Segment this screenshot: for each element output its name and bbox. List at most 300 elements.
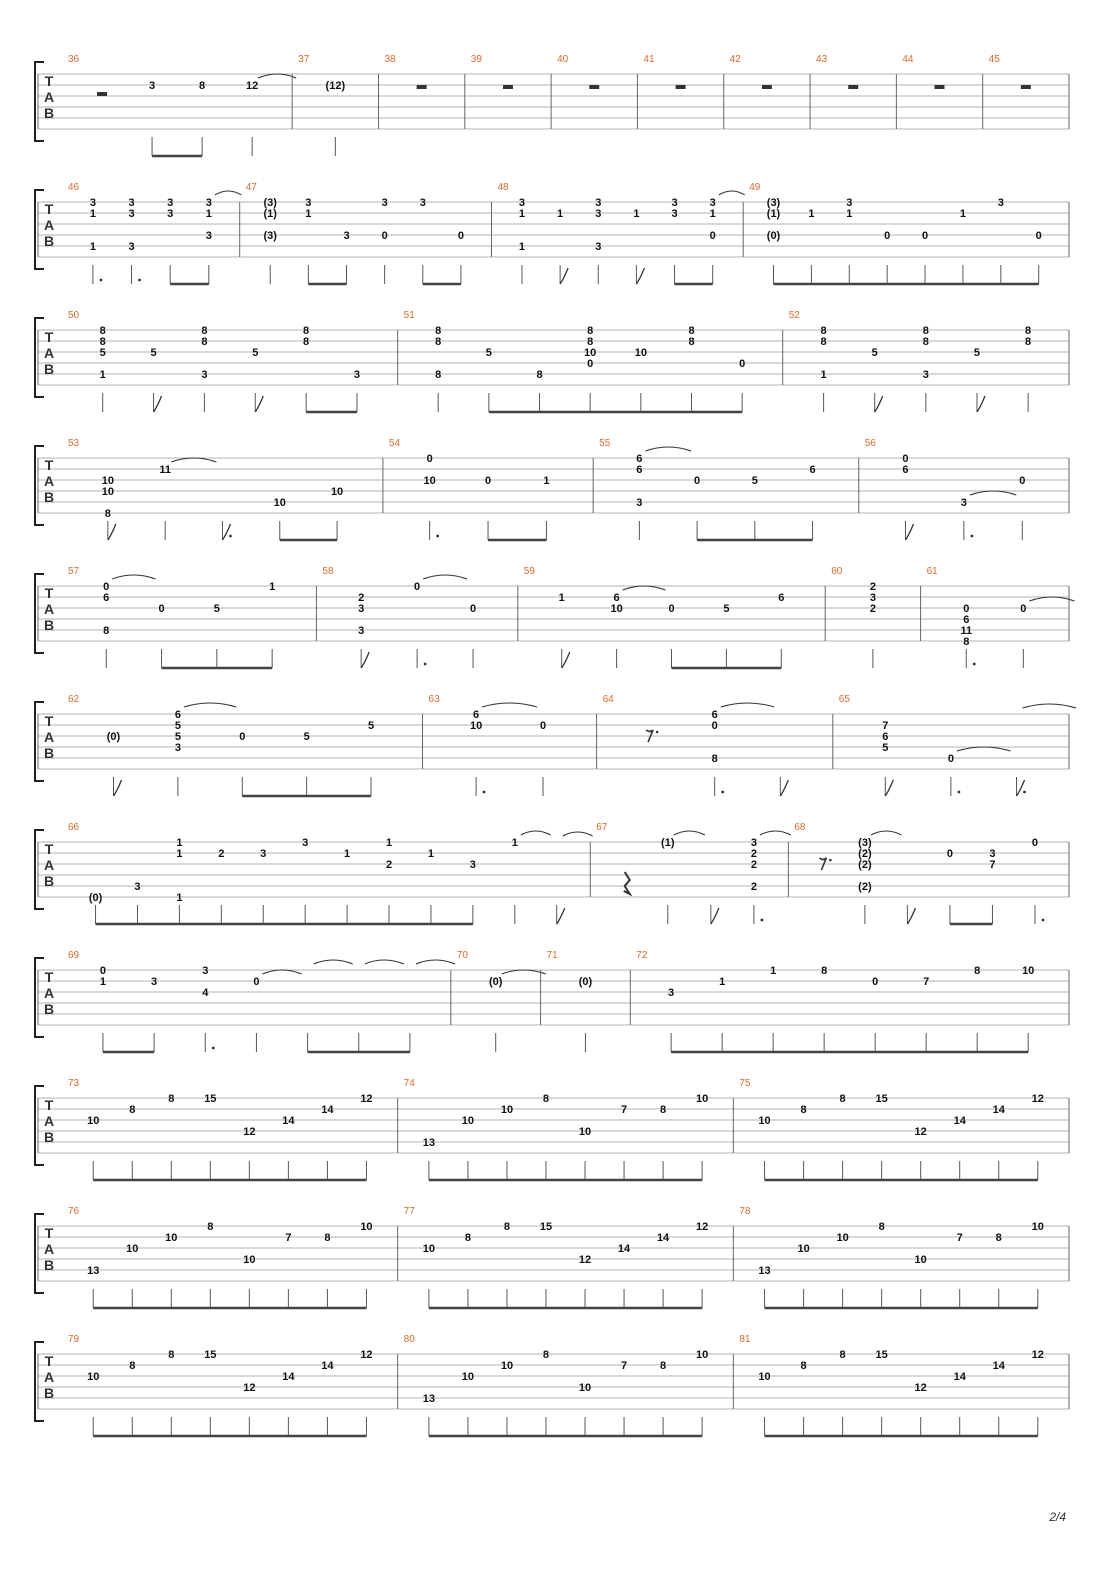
fret-number: 0 [963, 603, 970, 615]
beat [710, 191, 745, 284]
fret-number: 1 [89, 208, 96, 220]
fret-number: 6 [963, 614, 970, 626]
fret-number: 0 [253, 976, 260, 988]
beat [668, 987, 674, 1052]
measure-number: 52 [788, 310, 800, 321]
measure-number: 68 [794, 822, 806, 833]
beat [954, 1371, 967, 1436]
tab-clef-letter: T [44, 73, 54, 89]
fret-number: 10 [758, 1115, 771, 1127]
measure-number: 59 [523, 566, 535, 577]
tab-clef-letter: A [43, 345, 55, 361]
tab-clef-letter: B [43, 489, 55, 505]
fret-number: 8 [503, 1221, 511, 1233]
fret-number: 3 [353, 369, 361, 381]
fret-number: (2) [858, 859, 872, 871]
fret-number: 6 [103, 592, 110, 604]
beat [821, 965, 827, 1052]
tab-system [35, 182, 1069, 284]
tab-clef-letter: T [44, 1225, 54, 1241]
fret-number: 3 [419, 197, 426, 209]
measure-number: 42 [729, 54, 741, 65]
measure-number: 41 [643, 54, 655, 65]
fret-number: 10 [610, 603, 623, 615]
fret-number: 15 [204, 1093, 217, 1105]
fret-number: 2 [358, 592, 365, 604]
fret-number: 14 [953, 1115, 966, 1127]
fret-number: (3) [263, 197, 277, 209]
tab-clef-letter: T [44, 585, 54, 601]
fret-number: 0 [158, 603, 165, 615]
dot-mark [138, 279, 141, 282]
fret-number: 0 [1019, 475, 1026, 487]
fret-number: 3 [922, 369, 929, 381]
beat [128, 197, 140, 284]
note-flag [255, 396, 263, 412]
beat [696, 1221, 708, 1308]
beat [1032, 1093, 1044, 1180]
beat [470, 859, 476, 924]
fret-number: 3 [128, 197, 135, 209]
note-flag [780, 780, 788, 796]
dot-mark [721, 791, 724, 794]
fret-number: 14 [992, 1104, 1005, 1116]
fret-number: 10 [1031, 1221, 1044, 1233]
beat [876, 1349, 888, 1436]
tie-arc [215, 191, 242, 195]
dot-mark [656, 731, 659, 734]
fret-number: 8 [435, 336, 442, 348]
beat [102, 475, 116, 540]
tab-clef-letter: A [43, 1113, 55, 1129]
fret-number: 3 [709, 197, 716, 209]
fret-number: 0 [469, 603, 477, 615]
rest-symbol [762, 85, 772, 89]
beat [902, 453, 913, 540]
beat [87, 1265, 99, 1308]
rest-symbol [1021, 85, 1031, 89]
beat [222, 521, 231, 540]
fret-number: 6 [778, 592, 785, 604]
note-flag [977, 396, 985, 412]
fret-number: 7 [923, 976, 930, 988]
fret-number: 0 [902, 453, 909, 465]
fret-number: 10 [423, 475, 436, 487]
beat [557, 832, 593, 924]
dot-mark [229, 535, 232, 538]
fret-number: 0 [947, 753, 954, 765]
beat [767, 197, 781, 284]
beat [974, 347, 985, 412]
beat [907, 905, 915, 924]
fret-number: 11 [159, 464, 171, 476]
fret-number: 5 [973, 347, 981, 359]
fret-number: 14 [656, 1232, 670, 1244]
fret-number: 8 [103, 625, 110, 637]
beat [694, 475, 700, 540]
measure-number: 67 [596, 822, 608, 833]
beat [696, 1093, 708, 1180]
beat [424, 453, 440, 540]
beat [1032, 1349, 1044, 1436]
note-flag [560, 268, 568, 284]
fret-number: 0 [484, 475, 492, 487]
fret-number: 8 [820, 336, 827, 348]
fret-number: 2 [869, 581, 876, 593]
fret-number: 3 [305, 197, 312, 209]
fret-number: 6 [882, 731, 889, 743]
fret-number: 0 [739, 358, 746, 370]
fret-number: 1 [543, 475, 550, 487]
beat [274, 497, 286, 540]
fret-number: 8 [168, 1093, 175, 1105]
tab-system [35, 1334, 1069, 1436]
beat [1032, 837, 1044, 924]
tab-clef-letter: T [44, 329, 54, 345]
rest-symbol [676, 85, 686, 89]
tie-arc [719, 191, 745, 195]
fret-number: (0) [578, 976, 593, 988]
fret-number: 0 [99, 965, 106, 977]
measure-number: 37 [298, 54, 310, 65]
fret-number: (0) [488, 976, 503, 988]
beat [1017, 704, 1077, 796]
measure-number: 50 [68, 310, 80, 321]
measure-number: 53 [68, 438, 80, 449]
fret-number: 1 [511, 837, 518, 849]
beat [595, 197, 601, 284]
beat [954, 1115, 967, 1180]
tab-clef-letter: A [43, 985, 55, 1001]
fret-number: 6 [636, 464, 643, 476]
fret-number: (3) [766, 197, 781, 209]
measure-number: 64 [602, 694, 614, 705]
fret-number: 3 [960, 497, 967, 509]
tab-clef-letter: B [43, 873, 55, 889]
beat [519, 197, 525, 284]
fret-number: 10 [797, 1243, 810, 1255]
fret-number: (2) [858, 881, 872, 893]
fret-number: 8 [821, 965, 828, 977]
beat [797, 1243, 809, 1308]
fret-number: 3 [89, 197, 96, 209]
fret-number: 8 [922, 336, 929, 348]
beat [253, 970, 301, 1052]
fret-number: 8 [995, 1232, 1002, 1244]
tab-clef-letter: B [43, 617, 55, 633]
beat [961, 491, 1016, 540]
fret-number: 13 [422, 1393, 436, 1405]
tab-system [35, 1206, 1069, 1308]
fret-number: 14 [282, 1371, 295, 1383]
fret-number: 10 [758, 1371, 771, 1383]
fret-number: 3 [149, 80, 156, 92]
fret-number: 10 [461, 1371, 475, 1383]
tie-arc [760, 831, 791, 835]
fret-number: 12 [243, 1126, 256, 1138]
beat [723, 603, 729, 668]
fret-number: 1 [820, 369, 827, 381]
note-flag [562, 652, 570, 668]
fret-number: 1 [633, 208, 640, 220]
tab-clef-letter: B [43, 1385, 55, 1401]
fret-number: 8 [99, 336, 106, 348]
fret-number: 8 [201, 325, 208, 337]
fret-number: 15 [204, 1349, 217, 1361]
fret-number: 0 [872, 976, 879, 988]
beat [470, 603, 476, 668]
fret-number: 8 [660, 1104, 667, 1116]
tab-system [35, 310, 1069, 412]
beat [246, 74, 296, 156]
fret-number: (0) [88, 892, 103, 904]
tab-system [35, 1078, 1069, 1180]
fret-number: 12 [695, 1221, 709, 1233]
fret-number: 0 [884, 230, 891, 242]
beat [758, 1265, 770, 1308]
beat [359, 960, 404, 1052]
fret-number: 3 [846, 197, 853, 209]
fret-number: 3 [134, 881, 141, 893]
tab-system [35, 54, 1069, 156]
fret-number: 8 [207, 1221, 214, 1233]
tie-arc [171, 458, 216, 462]
fret-number: 5 [723, 603, 730, 615]
fret-number: 3 [128, 241, 135, 253]
beat [923, 325, 929, 412]
measure-number: 43 [816, 54, 828, 65]
fret-number: 8 [660, 1360, 667, 1372]
beat [207, 1221, 213, 1308]
fret-number: 0 [587, 358, 594, 370]
beat [202, 965, 214, 1052]
fret-number: 10 [500, 1360, 514, 1372]
tab-clef-letter: B [43, 233, 55, 249]
tab-clef-letter: T [44, 841, 54, 857]
fret-number: 0 [711, 720, 718, 732]
fret-number: 12 [578, 1254, 592, 1266]
measure-number: 44 [902, 54, 914, 65]
measure-number: 78 [739, 1206, 751, 1217]
beat [879, 1221, 885, 1308]
tie-arc [416, 960, 455, 964]
fret-number: 8 [129, 1104, 136, 1116]
beat [423, 1137, 435, 1180]
beat [610, 586, 665, 668]
beat [410, 960, 455, 1052]
beat [543, 1093, 549, 1180]
fret-number: 8 [878, 1221, 885, 1233]
tab-clef-letter: A [43, 473, 55, 489]
measure-number: 57 [68, 566, 80, 577]
fret-number: 3 [469, 859, 476, 871]
fret-number: 8 [1025, 325, 1032, 337]
beat [159, 458, 216, 540]
beat [263, 197, 277, 284]
note-flag [636, 268, 644, 284]
beat [214, 603, 220, 668]
fret-number: 0 [1035, 230, 1042, 242]
fret-number: 13 [758, 1265, 771, 1277]
tie-arc [1023, 704, 1077, 708]
dot-mark [436, 535, 439, 538]
tie-arc [623, 586, 666, 590]
tab-clef-letter: B [43, 1129, 55, 1145]
measure-number: 51 [403, 310, 415, 321]
fret-number: 10 [87, 1371, 100, 1383]
fret-number: 1 [846, 208, 853, 220]
beat [711, 905, 719, 924]
beat [423, 1393, 435, 1436]
measure-number: 70 [456, 950, 468, 961]
note-flag [1017, 780, 1025, 796]
dot-mark [829, 859, 832, 862]
note-flag [905, 524, 913, 540]
fret-number: 1 [770, 965, 777, 977]
fret-number: 3 [202, 965, 209, 977]
rest-symbol [848, 85, 858, 89]
fret-number: 8 [800, 1104, 807, 1116]
fret-number: 10 [461, 1115, 475, 1127]
measure-number: 58 [322, 566, 334, 577]
tab-clef-letter: T [44, 457, 54, 473]
measure-number: 55 [599, 438, 611, 449]
beat [167, 197, 173, 284]
measure-number: 79 [68, 1334, 80, 1345]
beat [134, 881, 140, 924]
fret-number: 10 [578, 1382, 592, 1394]
fret-number: 8 [99, 325, 106, 337]
fret-number: (1) [766, 208, 781, 220]
tab-clef-letter: A [43, 217, 55, 233]
fret-number: 1 [518, 208, 526, 220]
beat [671, 197, 677, 284]
note-flag [108, 524, 116, 540]
fret-number: 7 [956, 1232, 963, 1244]
fret-number: 8 [839, 1093, 846, 1105]
tie-arc [365, 960, 404, 964]
fret-number: 0 [1031, 837, 1039, 849]
beat [876, 1093, 888, 1180]
fret-number: 14 [617, 1243, 631, 1255]
rest-symbol [417, 85, 427, 89]
measure-number: 63 [428, 694, 440, 705]
measure-number: 60 [831, 566, 843, 577]
measure-number: 48 [497, 182, 509, 193]
fret-number: 3 [668, 987, 675, 999]
measure-number: 71 [546, 950, 558, 961]
measure-number: 69 [68, 950, 80, 961]
fret-number: 0 [709, 230, 716, 242]
beat [998, 197, 1004, 284]
note-flag [222, 524, 230, 540]
fret-number: 10 [165, 1232, 178, 1244]
fret-number: 3 [167, 197, 174, 209]
beat [846, 197, 852, 284]
fret-number: 2 [869, 603, 876, 615]
tie-arc [563, 832, 593, 836]
fret-number: 7 [285, 1232, 292, 1244]
beat [688, 325, 694, 412]
note-flag [875, 396, 883, 412]
beat [89, 892, 103, 924]
tie-arc [184, 703, 236, 707]
fret-number: 12 [243, 1382, 256, 1394]
fret-number: 14 [953, 1371, 966, 1383]
fret-number: (3) [858, 837, 872, 849]
note-flag [885, 780, 893, 796]
fret-number: 6 [711, 709, 718, 721]
measure-number: 45 [988, 54, 1000, 65]
beat [770, 965, 776, 1052]
beat [435, 325, 441, 412]
tab-clef-letter: A [43, 1241, 55, 1257]
beat [470, 703, 537, 796]
beat [158, 603, 164, 668]
tie-arc [721, 703, 775, 707]
fret-number: 12 [914, 1382, 927, 1394]
fret-number: 3 [358, 625, 365, 637]
fret-number: 10 [836, 1232, 849, 1244]
note-flag [557, 908, 565, 924]
beat [618, 1243, 631, 1308]
tab-clef-letter: B [43, 1257, 55, 1273]
fret-number: 5 [174, 731, 181, 743]
fret-number: 3 [869, 592, 876, 604]
fret-number: 8 [104, 508, 111, 520]
tab-clef-letter: A [43, 729, 55, 745]
beat [543, 1349, 549, 1436]
fret-number: (1) [661, 837, 675, 849]
beat [712, 703, 775, 796]
measure-number: 47 [245, 182, 257, 193]
beat [1022, 965, 1034, 1052]
fret-number: 1 [709, 208, 716, 220]
fret-number: 5 [485, 347, 492, 359]
fret-number: 8 [435, 369, 442, 381]
note-flag [711, 908, 719, 924]
fret-number: 14 [321, 1104, 334, 1116]
tab-clef-letter: B [43, 105, 55, 121]
beat [100, 965, 106, 1052]
fret-number: 1 [176, 892, 183, 904]
fret-number: 8 [536, 369, 543, 381]
beat [1019, 475, 1025, 540]
fret-number: 12 [360, 1349, 373, 1361]
tie-arc [645, 447, 691, 451]
dot-mark [957, 791, 960, 794]
measure-number: 61 [926, 566, 938, 577]
rest-symbol [97, 92, 107, 96]
fret-number: (3) [263, 230, 277, 242]
rest-symbol [589, 85, 599, 89]
fret-number: (0) [106, 731, 121, 743]
fret-number: 8 [201, 336, 208, 348]
measure-number: 39 [470, 54, 482, 65]
measure-number: 40 [557, 54, 569, 65]
fret-number: 8 [688, 325, 695, 337]
tab-clef-letter: A [43, 1369, 55, 1385]
beat [540, 1221, 552, 1308]
fret-number: 5 [882, 742, 889, 754]
beat [386, 837, 392, 924]
measure-number: 46 [68, 182, 80, 193]
fret-number: 10 [360, 1221, 373, 1233]
fret-number: 1 [176, 848, 183, 860]
beat [90, 197, 102, 284]
tab-clef-letter: A [43, 601, 55, 617]
fret-number: 8 [168, 1349, 175, 1361]
